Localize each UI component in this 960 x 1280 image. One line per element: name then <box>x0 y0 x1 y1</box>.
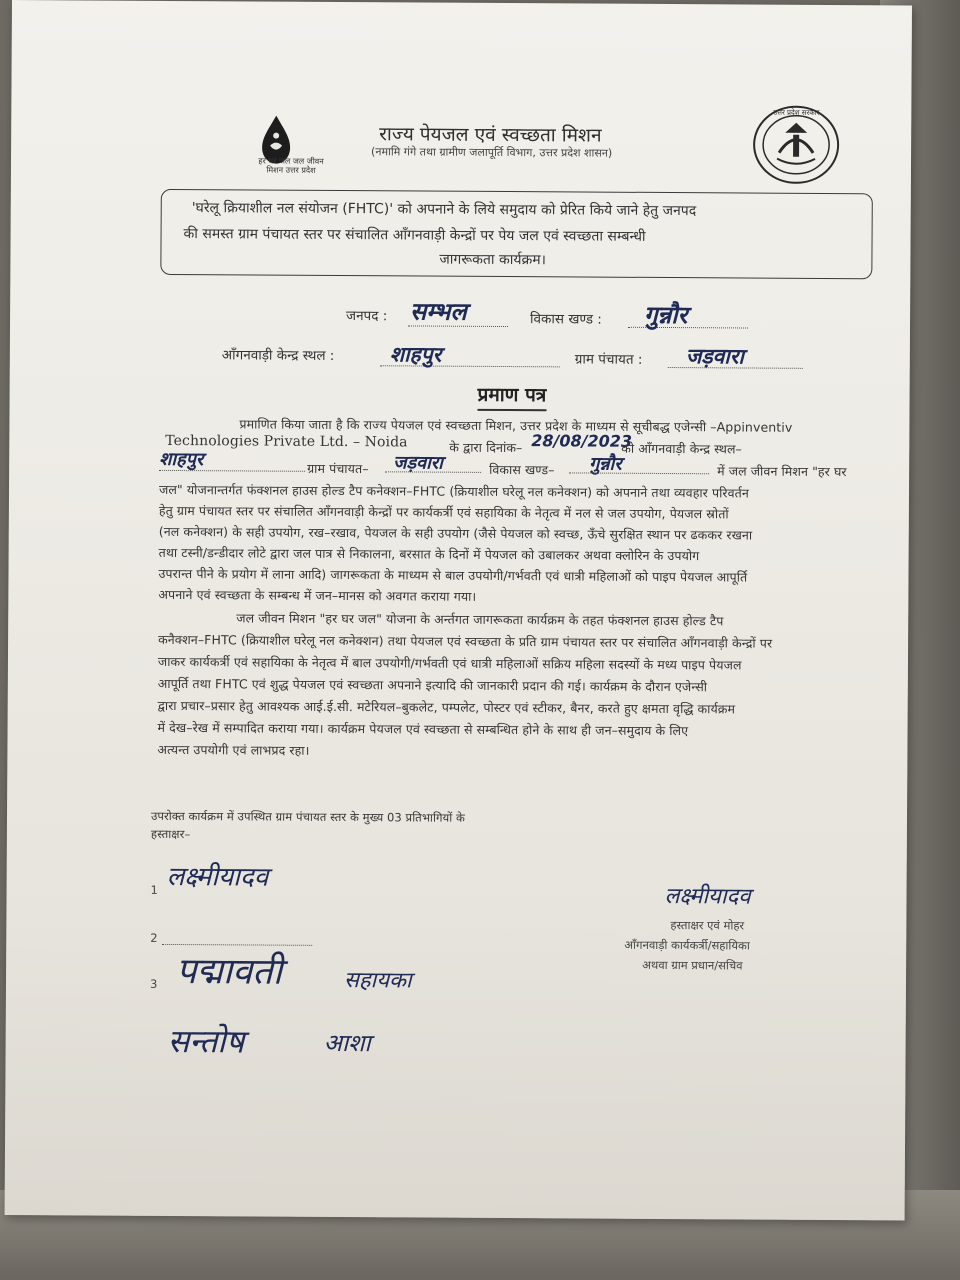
participant-number-1: 1 <box>150 882 158 897</box>
para2-line-3: जाकर कार्यकर्त्री एवं सहायिका के नेतृत्व में बाल उपयोगी/गर्भवती एवं धात्री महिलाओं सक्रिय महिला सदस्यों के मध्य पाइप पेयजल <box>157 653 742 673</box>
vikas-khand-value: गुन्नौर <box>644 300 688 330</box>
up-government-emblem-icon <box>749 103 844 188</box>
para2-line-5: द्वारा प्रचार–प्रसार हेतु आवश्यक आई.ई.सी. मटेरियल–बुकलेट, पम्पलेट, पोस्टर एवं स्टीकर, बैनर, करते हुए क्षमता वृद्धि कार्यक्रम <box>157 697 736 717</box>
para1-line-5: हेतु ग्राम पंचायत स्तर पर संचालित आँगनवाड़ी केन्द्रों पर कार्यकर्त्री एवं सहायिका के नेतृत्व में नल से जल उपयोग, पेयजल स्रोतों <box>158 502 729 522</box>
participant-role-3: सहायका <box>343 968 412 994</box>
certificate-title: प्रमाण पत्र <box>477 381 546 411</box>
gram-panchayat-value: जड़वारा <box>685 344 744 369</box>
para1-place-value: शाहपुर <box>159 448 204 471</box>
para1-gp-label: ग्राम पंचायत– <box>307 460 369 477</box>
logo-caption: हर घर जल जल जीवन मिशन उत्तर प्रदेश <box>258 156 324 175</box>
para1-gp-value: जड़वारा <box>393 452 443 474</box>
vikas-khand-label: विकास खण्ड : <box>530 311 602 328</box>
participant-signature-3: पद्मावती <box>175 951 283 993</box>
janpad-label: जनपद : <box>346 308 388 325</box>
participant-signature-4: सन्तोष <box>167 1021 245 1061</box>
program-line-1: 'घरेलू क्रियाशील नल संयोजन (FHTC)' को अपनाने के लिये समुदाय को प्रेरित किये जाने हेतु जनपद <box>191 200 697 220</box>
official-label-3: अथवा ग्राम प्रधान/सचिव <box>642 957 743 973</box>
para1-line-3-tail: में जल जीवन मिशन "हर घर <box>717 463 847 480</box>
official-label-2: आँगनवाड़ी कार्यकर्त्री/सहायिका <box>624 937 750 953</box>
header-title: राज्य पेयजल एवं स्वच्छता मिशन <box>379 123 602 147</box>
para1-agency-name: Technologies Private Ltd. – Noida <box>165 432 408 451</box>
participant-number-2: 2 <box>150 930 158 945</box>
para2-line-1: जल जीवन मिशन "हर घर जल" योजना के अर्न्तगत जागरूकता कार्यक्रम के तहत फंक्शनल हाउस होल्ड टैप <box>236 610 724 629</box>
para1-line-6: (नल कनेक्शन) के सही उपयोग, रख–रखाव, पेयजल के सही उपयोग (जैसे पेयजल को स्वच्छ, ऊँचे सुरक्षित स्थान पर ढककर रखना <box>158 523 753 543</box>
program-date: 28/08/2023 <box>531 431 633 451</box>
para2-line-6: में देख–रेख में सम्पादित कराया गया। कार्यक्रम पेयजल एवं स्वच्छता से सम्बन्धित होने के साथ ही जन–समुदाय के लिए <box>157 719 689 739</box>
para1-line-9: अपनाने एवं स्वच्छता के सम्बन्ध में जन–मानस को अवगत कराया गया। <box>158 586 477 604</box>
official-signature: लक्ष्मीयादव <box>664 884 751 910</box>
para1-line-7: तथा टस्नी/डन्डीदार लोटे द्वारा जल पात्र से निकालना, बरसात के दिनों में पेयजल को उबालकर अथवा क्लोरिन के उपयोग <box>158 544 700 564</box>
janpad-value: सम्भल <box>410 297 467 326</box>
para2-line-7: अत्यन्त उपयोगी एवं लाभप्रद रहा। <box>157 741 310 758</box>
participant-role-4: आशा <box>323 1028 371 1058</box>
para1-line-4: जल" योजनान्तर्गत फंक्शनल हाउस होल्ड टैप कनेक्शन–FHTC (क्रियाशील घरेलू नल कनेक्शन) को अपनाने तथा व्यवहार परिवर्तन <box>158 481 750 501</box>
para2-line-4: आपूर्ति तथा FHTC एवं शुद्ध पेयजल एवं स्वच्छता अपनाने इत्यादि की जानकारी प्रदान की गई। कार्यक्रम के दौरान एजेन्सी <box>157 675 708 695</box>
para1-line-8: उपरान्त पीने के प्रयोग में लाना आदि) जागरूकता के माध्यम से बाल उपयोगी/गर्भवती एवं धात्री महिलाओं को पाइप पेयजल आपूर्ति <box>158 565 748 585</box>
para2-line-2: कनैक्शन–FHTC (क्रियाशील घरेलू नल कनेक्शन) तथा पेयजल एवं स्वच्छता के प्रति ग्राम पंचायत स्तर पर संचालित आँगनवाड़ी केन्द्रों पर <box>158 631 773 651</box>
emblem-text: उत्तर प्रदेश सरकार <box>773 108 820 117</box>
place-underline <box>159 469 305 472</box>
para1-line-2-tail: को आँगनवाड़ी केन्द्र स्थल– <box>621 440 742 457</box>
program-line-3: जागरूकता कार्यक्रम। <box>439 251 546 269</box>
anganwadi-label: आँगनवाड़ी केन्द्र स्थल : <box>221 347 335 364</box>
certificate-document <box>5 0 912 1220</box>
program-title-box <box>160 189 873 279</box>
participant-signature-1: लक्ष्मीयादव <box>166 861 269 893</box>
para1-vk-value: गुन्नौर <box>589 453 622 475</box>
participant-number-3: 3 <box>149 976 158 991</box>
program-line-2: की समस्त ग्राम पंचायत स्तर पर संचालित आँगनवाड़ी केन्द्रों पर पेय जल एवं स्वच्छता सम्बन्धी <box>183 226 646 245</box>
anganwadi-value: शाहपुर <box>389 342 442 367</box>
header-subtitle: (नमामि गंगे तथा ग्रामीण जलापूर्ति विभाग, उत्तर प्रदेश शासन) <box>371 145 613 160</box>
para1-line-2-text: के द्वारा दिनांक– <box>449 439 523 456</box>
participants-intro-line-2: हस्ताक्षर– <box>150 826 191 842</box>
participants-intro-line-1: उपरोक्त कार्यक्रम में उपस्थित ग्राम पंचायत स्तर के मुख्य 03 प्रतिभागियों के <box>150 808 466 825</box>
gram-panchayat-label: ग्राम पंचायत : <box>574 351 643 368</box>
official-label-1: हस्ताक्षर एवं मोहर <box>670 918 745 933</box>
para1-line-1: प्रमाणित किया जाता है कि राज्य पेयजल एवं स्वच्छता मिशन, उत्तर प्रदेश के माध्यम से सूचीबद्ध एजेन्सी –Appinventiv <box>239 416 793 435</box>
para1-vk-label: विकास खण्ड– <box>489 461 555 478</box>
